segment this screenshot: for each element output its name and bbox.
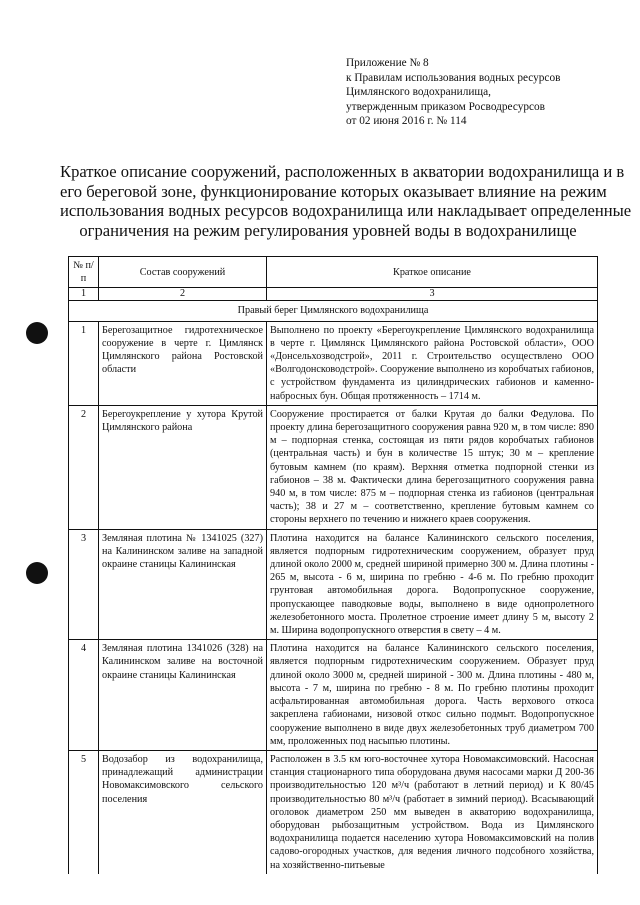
table-row xyxy=(69,529,598,640)
structure-name: Берегоукрепление у хутора Крутой Цимлянского района xyxy=(99,405,267,529)
structure-name: Земляная плотина № 1341025 (327) на Калининском заливе на западной окраине станицы Калининская xyxy=(99,529,267,640)
row-number: 4 xyxy=(69,640,99,751)
appendix-line: утвержденным приказом Росводресурсов xyxy=(346,100,545,113)
document-title xyxy=(60,162,632,240)
structure-name: Земляная плотина 1341026 (328) на Калининском заливе на восточной окраине станицы Калининская xyxy=(99,640,267,751)
structure-description: Плотина находится на балансе Калининского сельского поселения, является подпорным гидротехническим сооружением, образует пруд длиной около 2000 м, средней шириной примерно 300 м. Длина плотины - 265 м, высота - 6 м, ширина по гребню - 4-6 м. По гребню проходит грунтовая автомобильная дорога. Водопропускное сооружение, пропускающее паводковые воды, выполнено в виде однопролетного железобетонного моста. Пролетное строение имеет длину 5 м, высоту 2 м. Ширина водопропускного отверстия в свету – 4 м. xyxy=(267,529,598,640)
structure-description: Плотина находится на балансе Калининского сельского поселения, является подпорным гидротехническим сооружением. Образует пруд длиной около 3000 м, средней шириной - 300 м. Длина плотины - 480 м, высота - 7 м, ширина по гребню - 8 м. По гребню плотины проходит асфальтированная автомобильная дорога. Часть верхового откоса закреплена габионами, низовой откос сильно подмыт. Водопропускное сооружение выполнено в виде двух железобетонных труб диаметром 700 мм, проложенных под насыпью плотины. xyxy=(267,640,598,751)
table-row xyxy=(69,321,598,405)
title-line: его береговой зоне, функционирование которых оказывает влияние на режим xyxy=(60,181,607,201)
appendix-note xyxy=(346,56,560,129)
structure-name: Берегозащитное гидротехническое сооружение в черте г. Цимлянск Цимлянского района Ростовской области xyxy=(99,321,267,405)
appendix-line: Цимлянского водохранилища, xyxy=(346,86,491,98)
row-number: 1 xyxy=(69,321,99,405)
column-index: 1 xyxy=(69,288,99,301)
table-row xyxy=(69,405,598,529)
appendix-line: к Правилам использования водных ресурсов xyxy=(346,71,561,84)
structures-table xyxy=(68,256,598,874)
title-line: ограничения на режим регулирования уровней воды в водохранилище xyxy=(79,220,577,240)
appendix-line: Приложение № 8 xyxy=(346,57,429,69)
appendix-line: от 02 июня 2016 г. № 114 xyxy=(346,115,467,127)
structure-description: Сооружение простирается от балки Крутая до балки Федулова. По проекту длина берегозащитного сооружения равна 920 м, в том числе: 890 м – подпорная стенка, состоящая из пяти рядов коробчатых габионов (центральная часть) и бун в количестве 15 штук; 30 м – крепление бутовым камнем (по краям). Верхняя отметка подпорной стенки из габионов – 38 м. Фактически длина берегозащитного сооружения равна 940 м, в том числе: 875 м – подпорная стенка из габионов (центральная часть); 38 и 27 м – соответственно, крепление бутовым камнем со стороны верхнего по течению и нижнего краев сооружения. xyxy=(267,405,598,529)
table-row xyxy=(69,750,598,873)
row-number: 5 xyxy=(69,750,99,873)
header-composition: Состав сооружений xyxy=(99,257,267,288)
punch-hole-top xyxy=(26,322,48,344)
column-index: 2 xyxy=(99,288,267,301)
table-row xyxy=(69,640,598,751)
row-number: 3 xyxy=(69,529,99,640)
column-index: 3 xyxy=(267,288,598,301)
header-num: № п/п xyxy=(69,257,99,288)
header-description: Краткое описание xyxy=(267,257,598,288)
structure-name: Водозабор из водохранилища, принадлежащий администрации Новомаксимовского сельского поселения xyxy=(99,750,267,873)
punch-hole-bottom xyxy=(26,562,48,584)
section-heading: Правый берег Цимлянского водохранилища xyxy=(69,301,598,321)
title-line: использования водных ресурсов водохранилища или накладывает определенные xyxy=(60,201,632,220)
row-number: 2 xyxy=(69,405,99,529)
column-index-row xyxy=(69,288,598,301)
title-line: Краткое описание сооружений, расположенных в акватории водохранилища и в xyxy=(60,162,625,181)
section-row xyxy=(69,301,598,321)
structure-description: Выполнено по проекту «Берегоукрепление Цимлянского водохранилища в черте г. Цимлянск Цимлянского района Ростовской области», ООО «Донсельхозводстрой», 2011 г. Строительство осуществлено ООО «Волгодонсководстрой». Сооружение выполнено из коробчатых габионов, с устройством фундамента из цилиндрических габионов и каменно-набросных бун. Общая протяженность – 1714 м. xyxy=(267,321,598,405)
table-header-row xyxy=(69,257,598,288)
structure-description: Расположен в 3.5 км юго-восточнее хутора Новомаксимовский. Насосная станция стационарного типа оборудована двумя насосами марки Д 200-36 производительностью 120 м³/ч (работают в летний период) и К 80/45 производительностью 80 м³/ч (работает в зимний период). Всасывающий оголовок диаметром 250 мм выведен в акваторию водохранилища, оборудован рыбозащитным устройством. Вода из Цимлянского водохранилища подается населению хутора Новомаксимовский на полив садово-огородных участков, для ведения личного подсобного хозяйства, на хозяйственно-питьевые xyxy=(267,750,598,873)
